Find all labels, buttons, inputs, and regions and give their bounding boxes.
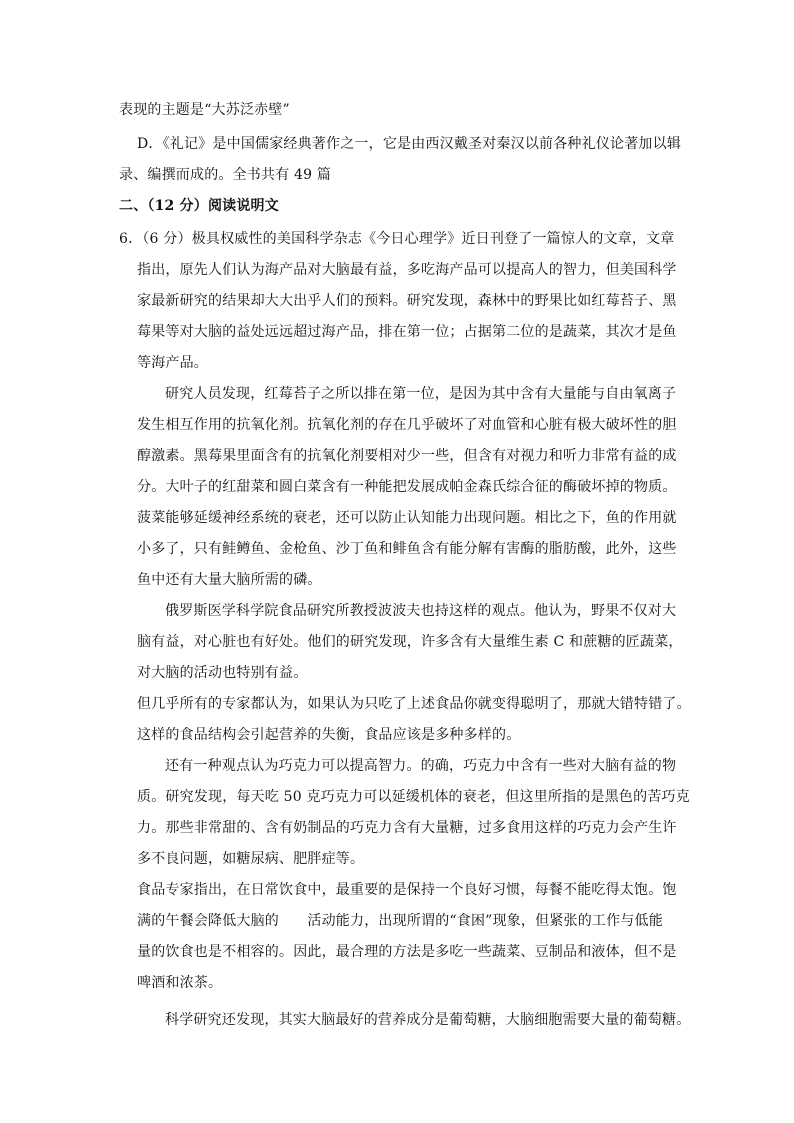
text-line: 分。大叶子的红甜菜和圆白菜含有一种能把发展成帕金森氏综合征的酶破坏掉的物质。	[137, 479, 677, 495]
text-line: 多不良问题，如糖尿病、肥胖症等。	[137, 851, 365, 867]
paragraph-start: 俄罗斯医学科学院食品研究所教授波波夫也持这样的观点。他认为，野果不仅对大	[165, 603, 677, 619]
section-heading: 二、（12 分）阅读说明文	[119, 198, 279, 214]
question-line: 6．（6 分）极具权威性的美国科学杂志《今日心理学》近日刊登了一篇惊人的文章，文章	[119, 231, 675, 247]
text-line: 家最新研究的结果却大大出乎人们的预料。研究发现，森林中的野果比如红莓苔子、黑	[137, 293, 677, 309]
text-line: 指出，原先人们认为海产品对大脑最有益，多吃海产品可以提高人的智力，但美国科学	[137, 262, 677, 278]
paragraph-start: 但几乎所有的专家都认为，如果认为只吃了上述食品你就变得聪明了，那就大错特错了。	[137, 696, 691, 712]
option-d-line: D．《礼记》是中国儒家经典著作之一，它是由西汉戴圣对秦汉以前各种礼仪论著加以辑	[137, 136, 682, 152]
text-line: 对大脑的活动也特别有益。	[137, 665, 308, 681]
text-line: 等海产品。	[137, 355, 208, 371]
text-line: 这样的食品结构会引起营养的失衡，食品应该是多种多样的。	[137, 727, 521, 743]
text-line: 菠菜能够延缓神经系统的衰老，还可以防止认知能力出现问题。相比之下，鱼的作用就	[137, 510, 677, 526]
text-line: 醇激素。黑莓果里面含有的抗氧化剂要相对少一些，但含有对视力和听力非常有益的成	[137, 448, 677, 464]
text-line: 质。研究发现，每天吃 50 克巧克力可以延缓机体的衰老，但这里所指的是黑色的苦巧克	[137, 789, 690, 805]
text-line: 录、编撰而成的。全书共有 49 篇	[119, 167, 332, 183]
text-line: 发生相互作用的抗氧化剂。抗氧化剂的存在几乎破坏了对血管和心脏有极大破坏性的胆	[137, 417, 677, 433]
text-line: 量的饮食也是不相容的。因此，最合理的方法是多吃一些蔬菜、豆制品和液体，但不是	[137, 944, 677, 960]
text-line: 表现的主题是“大苏泛赤壁”	[119, 102, 290, 118]
text-line: 满的午餐会降低大脑的 活动能力，出现所谓的“食困”现象，但紧张的工作与低能	[137, 913, 663, 929]
paragraph-start: 科学研究还发现，其实大脑最好的营养成分是葡萄糖，大脑细胞需要大量的葡萄糖。	[165, 1012, 691, 1028]
text-line: 力。那些非常甜的、含有奶制品的巧克力含有大量糖，过多食用这样的巧克力会产生许	[137, 820, 677, 836]
paragraph-start: 还有一种观点认为巧克力可以提高智力。的确，巧克力中含有一些对大脑有益的物	[165, 758, 677, 774]
text-line: 啤酒和浓茶。	[137, 975, 223, 991]
text-line: 鱼中还有大量大脑所需的磷。	[137, 572, 322, 588]
text-line: 脑有益，对心脏也有好处。他们的研究发现，许多含有大量维生素 C 和蔗糖的匠蔬菜，	[137, 634, 683, 650]
text-line: 莓果等对大脑的益处远远超过海产品，排在第一位；占据第二位的是蔬菜，其次才是鱼	[137, 324, 677, 340]
text-line: 小多了，只有鲑鳟鱼、金枪鱼、沙丁鱼和鲱鱼含有能分解有害酶的脂肪酸，此外，这些	[137, 541, 677, 557]
paragraph-start: 研究人员发现，红莓苔子之所以排在第一位，是因为其中含有大量能与自由氧离子	[165, 386, 677, 402]
paragraph-start: 食品专家指出，在日常饮食中，最重要的是保持一个良好习惯，每餐不能吃得太饱。饱	[137, 882, 677, 898]
